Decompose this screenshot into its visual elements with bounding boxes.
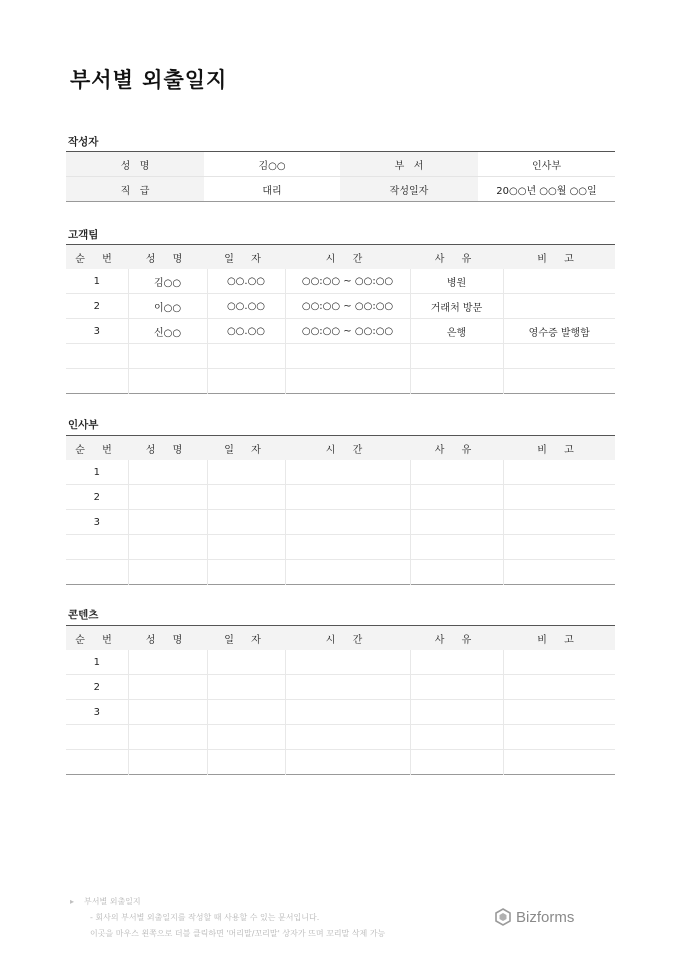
table-cell [128, 675, 207, 700]
column-header: 성 명 [128, 245, 207, 270]
table-cell [410, 675, 503, 700]
table-cell [410, 369, 503, 394]
table-cell: 신○○ [128, 319, 207, 344]
footer [70, 894, 385, 942]
date-value: 20○○년 ○○월 ○○일 [496, 185, 597, 197]
rank-label: 직 급 [66, 177, 204, 202]
table-cell [66, 750, 128, 775]
table-cell [285, 460, 410, 485]
header-row [66, 626, 615, 651]
table-cell [503, 700, 615, 725]
table-cell [66, 535, 128, 560]
table-cell [285, 344, 410, 369]
table-cell: 2 [66, 485, 128, 510]
table-cell [207, 510, 285, 535]
author-section-label: 작성자 [68, 136, 99, 148]
table-cell: 1 [66, 650, 128, 675]
table-row [66, 560, 615, 585]
column-header: 순 번 [66, 626, 128, 651]
rank-value: 대리 [262, 185, 282, 197]
table-cell [207, 369, 285, 394]
table-cell [503, 485, 615, 510]
bizforms-logo-icon [494, 908, 512, 926]
table-cell [285, 560, 410, 585]
table-cell [128, 750, 207, 775]
table-row [66, 510, 615, 535]
table-row [66, 650, 615, 675]
footer-description: - 회사의 부서별 외출일지를 작성할 때 사용할 수 있는 문서입니다. [90, 913, 320, 922]
table-cell: 은행 [410, 319, 503, 344]
team-label: 콘텐츠 [68, 609, 99, 621]
table-cell [207, 535, 285, 560]
table-row [66, 535, 615, 560]
team-table [66, 625, 615, 775]
table-cell [410, 650, 503, 675]
table-cell [285, 535, 410, 560]
table-cell [128, 510, 207, 535]
table-cell [503, 269, 615, 294]
column-header: 일 자 [207, 626, 285, 651]
table-row [66, 725, 615, 750]
table-cell [66, 725, 128, 750]
table-cell [285, 700, 410, 725]
table-cell [410, 750, 503, 775]
author-table [66, 151, 615, 202]
table-cell: ○○.○○ [207, 269, 285, 294]
table-cell [503, 675, 615, 700]
table-cell [410, 560, 503, 585]
table-cell [128, 560, 207, 585]
table-cell [66, 369, 128, 394]
date-label: 작성일자 [340, 177, 478, 202]
table-cell [285, 675, 410, 700]
table-cell [66, 560, 128, 585]
table-cell [503, 725, 615, 750]
column-header: 사 유 [410, 245, 503, 270]
table-cell [503, 560, 615, 585]
table-cell: ○○:○○ ~ ○○:○○ [285, 294, 410, 319]
table-cell: 3 [66, 700, 128, 725]
author-row [66, 152, 615, 177]
table-cell: 2 [66, 294, 128, 319]
table-cell [207, 460, 285, 485]
department-label: 부 서 [340, 152, 478, 177]
footer-hint: 이곳을 마우스 왼쪽으로 더블 클릭하면 '머리말/꼬리말' 상자가 뜨며 꼬리말 삭제 가능 [90, 929, 386, 938]
table-cell [207, 344, 285, 369]
table-cell [503, 369, 615, 394]
header-row [66, 245, 615, 270]
column-header: 비 고 [503, 626, 615, 651]
table-cell: 1 [66, 460, 128, 485]
table-cell [503, 294, 615, 319]
table-row [66, 319, 615, 344]
table-cell [128, 725, 207, 750]
table-cell: ○○:○○ ~ ○○:○○ [285, 319, 410, 344]
table-row [66, 460, 615, 485]
table-cell [503, 535, 615, 560]
table-row [66, 294, 615, 319]
table-cell: 1 [66, 269, 128, 294]
footer-title: 부서별 외출일지 [84, 897, 141, 906]
table-cell [410, 510, 503, 535]
table-cell [410, 535, 503, 560]
bizforms-logo [494, 908, 574, 926]
team-label: 인사부 [68, 419, 99, 431]
table-cell [410, 460, 503, 485]
table-cell [503, 344, 615, 369]
table-cell: ○○:○○ ~ ○○:○○ [285, 269, 410, 294]
name-label: 성 명 [66, 152, 204, 177]
table-row [66, 344, 615, 369]
table-cell [207, 725, 285, 750]
column-header: 비 고 [503, 245, 615, 270]
table-cell [503, 510, 615, 535]
department-value: 인사부 [478, 152, 615, 177]
table-cell: 이○○ [128, 294, 207, 319]
table-cell [285, 510, 410, 535]
table-cell [207, 750, 285, 775]
table-cell [285, 650, 410, 675]
table-cell: 병원 [410, 269, 503, 294]
table-cell: 3 [66, 319, 128, 344]
header-row [66, 436, 615, 461]
table-row [66, 700, 615, 725]
column-header: 일 자 [207, 436, 285, 461]
table-cell [128, 700, 207, 725]
table-row [66, 369, 615, 394]
table-cell [410, 700, 503, 725]
team-label: 고객팀 [68, 229, 99, 241]
table-cell: ○○.○○ [207, 319, 285, 344]
author-row [66, 177, 615, 202]
table-cell: 영수증 발행함 [503, 319, 615, 344]
table-cell [285, 725, 410, 750]
table-cell [128, 650, 207, 675]
column-header: 사 유 [410, 436, 503, 461]
table-cell [128, 369, 207, 394]
column-header: 사 유 [410, 626, 503, 651]
table-cell: 거래처 방문 [410, 294, 503, 319]
column-header: 순 번 [66, 436, 128, 461]
column-header: 시 간 [285, 245, 410, 270]
table-cell [128, 535, 207, 560]
table-cell [207, 650, 285, 675]
table-cell [410, 485, 503, 510]
table-cell [128, 344, 207, 369]
table-cell [207, 485, 285, 510]
table-row [66, 675, 615, 700]
table-cell [128, 460, 207, 485]
table-cell [503, 460, 615, 485]
table-cell [207, 700, 285, 725]
table-cell: 2 [66, 675, 128, 700]
table-row [66, 485, 615, 510]
table-cell: 김○○ [128, 269, 207, 294]
table-cell [285, 369, 410, 394]
table-cell [285, 750, 410, 775]
page-title: 부서별 외출일지 [70, 68, 228, 92]
column-header: 시 간 [285, 626, 410, 651]
table-row [66, 750, 615, 775]
column-header: 성 명 [128, 626, 207, 651]
table-cell [128, 485, 207, 510]
team-table [66, 435, 615, 585]
table-cell [207, 675, 285, 700]
column-header: 비 고 [503, 436, 615, 461]
bizforms-logo-text: Bizforms [516, 908, 575, 926]
table-cell [207, 560, 285, 585]
table-cell [503, 650, 615, 675]
table-cell [503, 750, 615, 775]
table-cell: ○○.○○ [207, 294, 285, 319]
table-row [66, 269, 615, 294]
table-cell [410, 725, 503, 750]
column-header: 일 자 [207, 245, 285, 270]
bullet-icon: ▸ [70, 897, 75, 906]
column-header: 시 간 [285, 436, 410, 461]
table-cell [66, 344, 128, 369]
column-header: 순 번 [66, 245, 128, 270]
name-value: 김○○ [204, 152, 340, 177]
column-header: 성 명 [128, 436, 207, 461]
table-cell: 3 [66, 510, 128, 535]
table-cell [285, 485, 410, 510]
table-cell [410, 344, 503, 369]
team-table [66, 244, 615, 394]
